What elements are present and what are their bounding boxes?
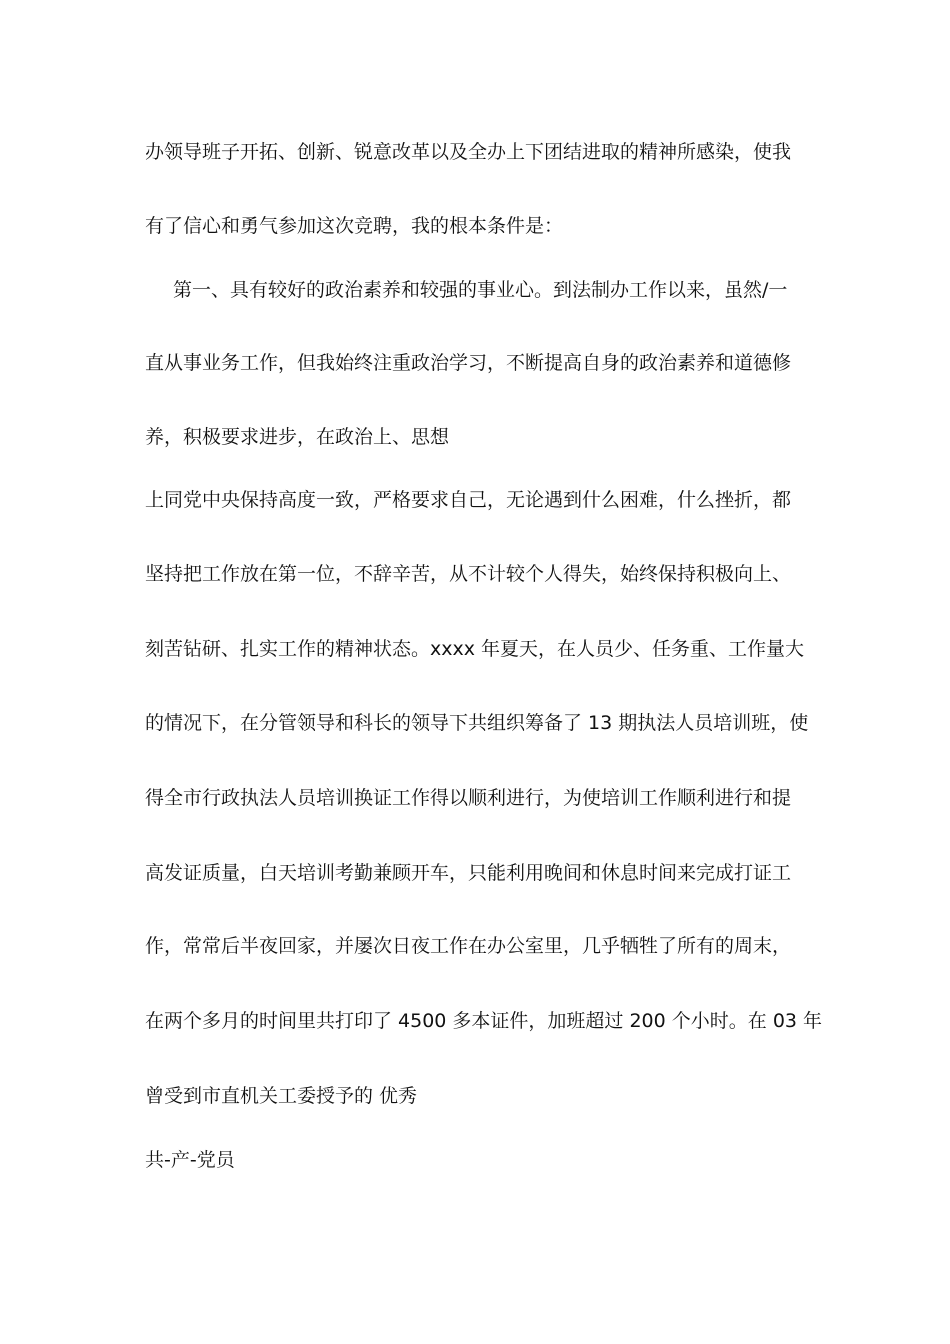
- paragraph-line-14: 曾受到市直机关工委授予的 优秀: [145, 1085, 418, 1107]
- paragraph-line-11: 高发证质量，白天培训考勤兼顾开车，只能利用晚间和休息时间来完成打证工: [145, 862, 792, 884]
- paragraph-line-5: 养，积极要求进步，在政治上、思想: [145, 426, 450, 448]
- paragraph-line-4: 直从事业务工作，但我始终注重政治学习，不断提高自身的政治素养和道德修: [145, 352, 792, 374]
- paragraph-line-3: 第一、具有较好的政治素养和较强的事业心。到法制办工作以来，虽然/一: [173, 279, 788, 301]
- paragraph-line-7: 坚持把工作放在第一位，不辞辛苦，从不计较个人得失，始终保持积极向上、: [145, 563, 792, 585]
- paragraph-line-10: 得全市行政执法人员培训换证工作得以顺利进行，为使培训工作顺利进行和提: [145, 787, 792, 809]
- paragraph-line-9: 的情况下，在分管领导和科长的领导下共组织筹备了 13 期执法人员培训班，使: [145, 712, 809, 734]
- paragraph-line-1: 办领导班子开拓、创新、锐意改革以及全办上下团结进取的精神所感染，使我: [145, 141, 792, 163]
- paragraph-line-6: 上同党中央保持高度一致，严格要求自己，无论遇到什么困难，什么挫折，都: [145, 489, 792, 511]
- paragraph-line-13: 在两个多月的时间里共打印了 4500 多本证件，加班超过 200 个小时。在 03 年: [145, 1010, 823, 1032]
- paragraph-line-15: 共-产-党员: [145, 1149, 235, 1171]
- paragraph-line-12: 作，常常后半夜回家，并屡次日夜工作在办公室里，几乎牺牲了所有的周末，: [145, 935, 792, 957]
- paragraph-line-2: 有了信心和勇气参加这次竞聘，我的根本条件是：: [145, 215, 564, 237]
- paragraph-line-8: 刻苦钻研、扎实工作的精神状态。xxxx 年夏天，在人员少、任务重、工作量大: [145, 638, 805, 660]
